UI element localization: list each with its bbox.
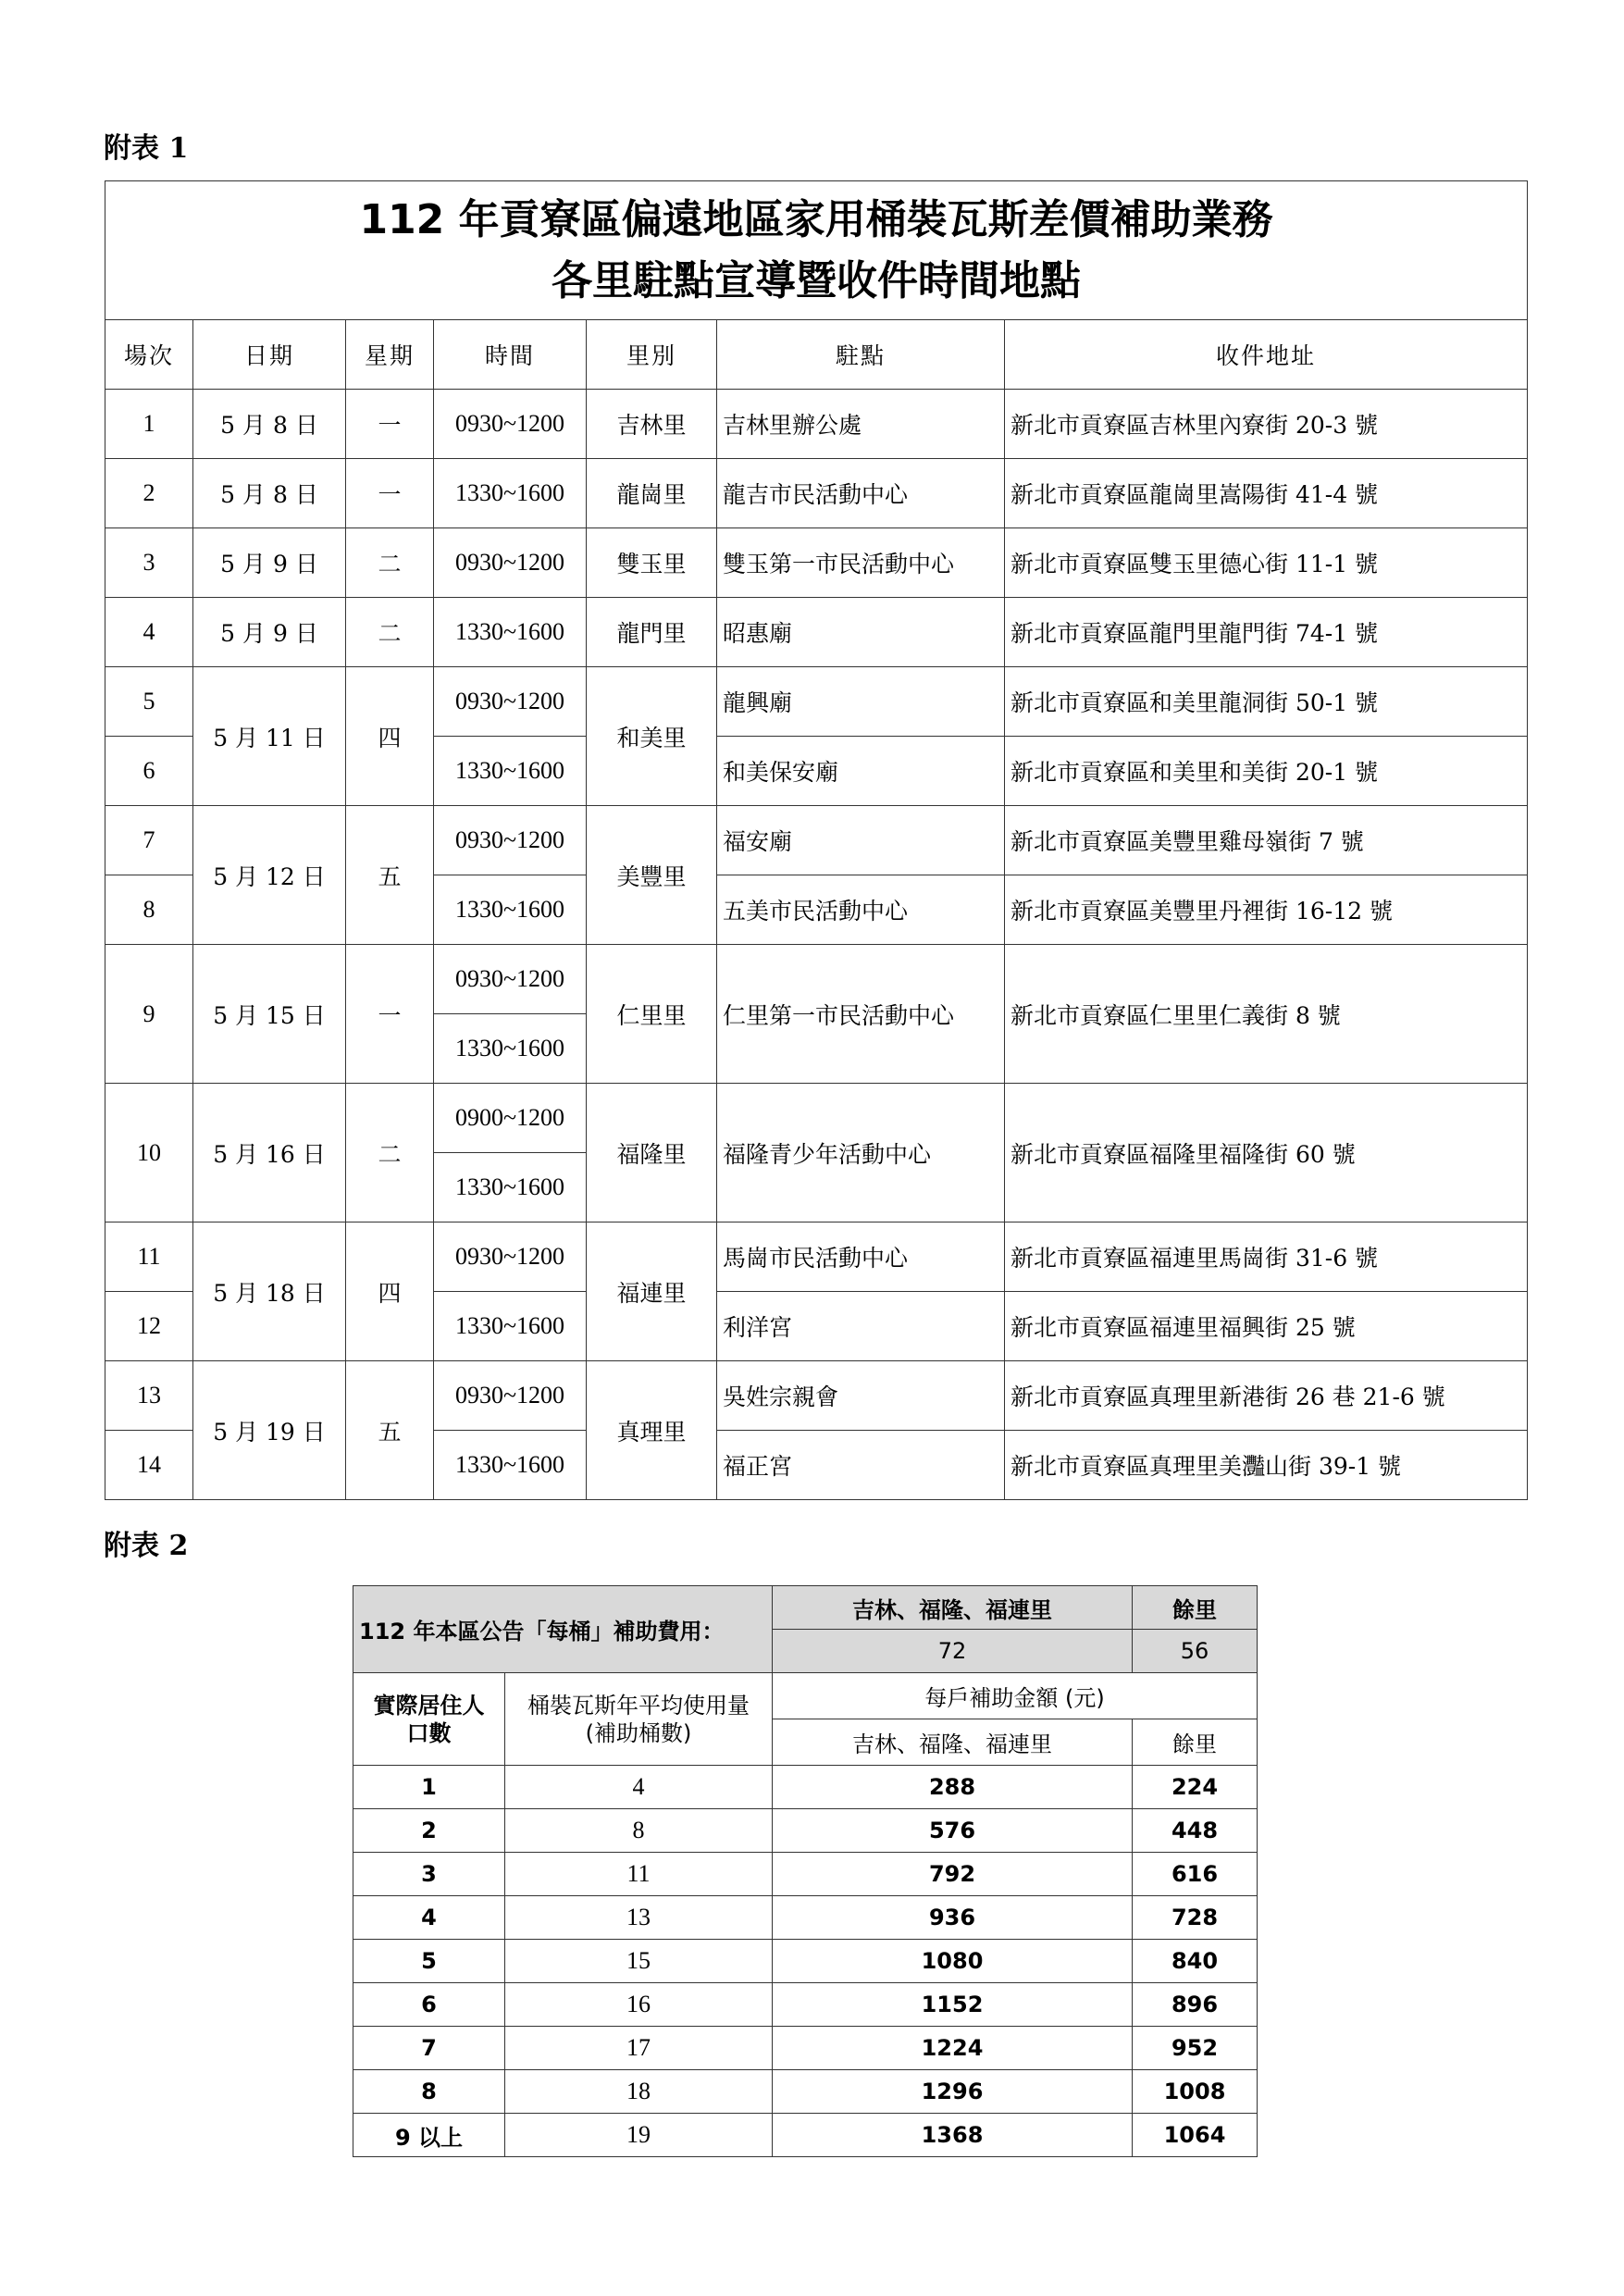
time-cell: 0930~1200 bbox=[434, 1222, 587, 1292]
session-cell: 12 bbox=[105, 1292, 193, 1361]
group-a-subheader: 吉林、福隆、福連里 bbox=[773, 1719, 1133, 1766]
address-cell: 新北市貢寮區和美里龍洞街 50-1 號 bbox=[1005, 667, 1528, 737]
station-cell: 吉林里辦公處 bbox=[717, 390, 1005, 459]
group-b-header: 餘里 bbox=[1133, 1586, 1258, 1630]
station-cell: 利洋宮 bbox=[717, 1292, 1005, 1361]
address-cell: 新北市貢寮區福連里馬崗街 31-6 號 bbox=[1005, 1222, 1528, 1292]
weekday-cell: 一 bbox=[346, 945, 434, 1084]
table-row bbox=[105, 459, 1528, 528]
population-header: 實際居住人口數 bbox=[353, 1673, 505, 1766]
village-cell: 龍崗里 bbox=[587, 459, 717, 528]
time-cell: 1330~1600 bbox=[434, 1153, 587, 1222]
weekday-cell: 二 bbox=[346, 1084, 434, 1222]
weekday-cell: 一 bbox=[346, 459, 434, 528]
session-cell: 7 bbox=[105, 806, 193, 875]
amount-b-cell: 616 bbox=[1133, 1853, 1258, 1896]
table-row bbox=[105, 945, 1528, 1014]
header-address: 收件地址 bbox=[1005, 320, 1528, 390]
column-header-row bbox=[353, 1673, 1258, 1719]
table-title-row bbox=[105, 181, 1528, 320]
table-row bbox=[105, 1222, 1528, 1292]
time-cell: 1330~1600 bbox=[434, 1431, 587, 1500]
session-cell: 10 bbox=[105, 1084, 193, 1222]
amount-b-cell: 224 bbox=[1133, 1766, 1258, 1809]
table-row bbox=[105, 390, 1528, 459]
village-cell: 龍門里 bbox=[587, 598, 717, 667]
session-cell: 8 bbox=[105, 875, 193, 945]
amount-b-cell: 448 bbox=[1133, 1809, 1258, 1853]
session-cell: 4 bbox=[105, 598, 193, 667]
village-cell: 吉林里 bbox=[587, 390, 717, 459]
population-cell: 6 bbox=[353, 1983, 505, 2027]
address-cell: 新北市貢寮區和美里和美街 20-1 號 bbox=[1005, 737, 1528, 806]
amount-a-cell: 792 bbox=[773, 1853, 1133, 1896]
time-cell: 1330~1600 bbox=[434, 459, 587, 528]
date-cell: 5 月 8 日 bbox=[193, 459, 346, 528]
date-cell: 5 月 19 日 bbox=[193, 1361, 346, 1500]
schedule-table bbox=[105, 180, 1528, 1500]
amount-a-cell: 936 bbox=[773, 1896, 1133, 1940]
time-cell: 1330~1600 bbox=[434, 598, 587, 667]
station-cell: 福正宮 bbox=[717, 1431, 1005, 1500]
address-cell: 新北市貢寮區福連里福興街 25 號 bbox=[1005, 1292, 1528, 1361]
group-a-header: 吉林、福隆、福連里 bbox=[773, 1586, 1133, 1630]
station-cell: 龍吉市民活動中心 bbox=[717, 459, 1005, 528]
address-cell: 新北市貢寮區福隆里福隆街 60 號 bbox=[1005, 1084, 1528, 1222]
usage-cell: 4 bbox=[505, 1766, 773, 1809]
address-cell: 新北市貢寮區龍門里龍門街 74-1 號 bbox=[1005, 598, 1528, 667]
header-weekday: 星期 bbox=[346, 320, 434, 390]
usage-cell: 13 bbox=[505, 1896, 773, 1940]
population-cell: 8 bbox=[353, 2070, 505, 2114]
weekday-cell: 一 bbox=[346, 390, 434, 459]
amount-b-cell: 1064 bbox=[1133, 2114, 1258, 2157]
table-row bbox=[105, 1084, 1528, 1153]
station-cell: 和美保安廟 bbox=[717, 737, 1005, 806]
session-cell: 1 bbox=[105, 390, 193, 459]
village-cell: 真理里 bbox=[587, 1361, 717, 1500]
amount-a-cell: 1296 bbox=[773, 2070, 1133, 2114]
amount-a-cell: 288 bbox=[773, 1766, 1133, 1809]
table-row bbox=[353, 1896, 1258, 1940]
table1-label: 附表 1 bbox=[104, 132, 189, 165]
usage-header: 桶裝瓦斯年平均使用量(補助桶數) bbox=[505, 1673, 773, 1766]
date-cell: 5 月 8 日 bbox=[193, 390, 346, 459]
population-cell: 7 bbox=[353, 2027, 505, 2070]
time-cell: 0930~1200 bbox=[434, 390, 587, 459]
station-cell: 馬崗市民活動中心 bbox=[717, 1222, 1005, 1292]
group-header-row bbox=[353, 1586, 1258, 1630]
usage-cell: 15 bbox=[505, 1940, 773, 1983]
usage-cell: 19 bbox=[505, 2114, 773, 2157]
station-cell: 吳姓宗親會 bbox=[717, 1361, 1005, 1431]
usage-cell: 16 bbox=[505, 1983, 773, 2027]
date-cell: 5 月 9 日 bbox=[193, 528, 346, 598]
date-cell: 5 月 11 日 bbox=[193, 667, 346, 806]
amount-b-cell: 728 bbox=[1133, 1896, 1258, 1940]
weekday-cell: 五 bbox=[346, 1361, 434, 1500]
amount-a-cell: 1224 bbox=[773, 2027, 1133, 2070]
address-cell: 新北市貢寮區美豐里雞母嶺街 7 號 bbox=[1005, 806, 1528, 875]
usage-cell: 11 bbox=[505, 1853, 773, 1896]
address-cell: 新北市貢寮區真理里新港街 26 巷 21-6 號 bbox=[1005, 1361, 1528, 1431]
session-cell: 3 bbox=[105, 528, 193, 598]
population-cell: 3 bbox=[353, 1853, 505, 1896]
table-row bbox=[105, 1361, 1528, 1431]
time-cell: 0930~1200 bbox=[434, 806, 587, 875]
table-row bbox=[353, 1809, 1258, 1853]
amount-a-cell: 576 bbox=[773, 1809, 1133, 1853]
date-cell: 5 月 12 日 bbox=[193, 806, 346, 945]
time-cell: 0930~1200 bbox=[434, 945, 587, 1014]
header-station: 駐點 bbox=[717, 320, 1005, 390]
amount-b-cell: 1008 bbox=[1133, 2070, 1258, 2114]
village-cell: 福連里 bbox=[587, 1222, 717, 1361]
table-title: 112 年貢寮區偏遠地區家用桶裝瓦斯差價補助業務 各里駐點宣導暨收件時間地點 bbox=[105, 181, 1528, 320]
table-row bbox=[105, 667, 1528, 737]
amount-a-cell: 1152 bbox=[773, 1983, 1133, 2027]
header-time: 時間 bbox=[434, 320, 587, 390]
population-cell: 1 bbox=[353, 1766, 505, 1809]
header-date: 日期 bbox=[193, 320, 346, 390]
session-cell: 14 bbox=[105, 1431, 193, 1500]
date-cell: 5 月 18 日 bbox=[193, 1222, 346, 1361]
time-cell: 1330~1600 bbox=[434, 737, 587, 806]
amount-header: 每戶補助金額 (元) bbox=[773, 1673, 1258, 1719]
session-cell: 9 bbox=[105, 945, 193, 1084]
address-cell: 新北市貢寮區美豐里丹裡街 16-12 號 bbox=[1005, 875, 1528, 945]
table-row bbox=[353, 2027, 1258, 2070]
session-cell: 5 bbox=[105, 667, 193, 737]
time-cell: 0900~1200 bbox=[434, 1084, 587, 1153]
time-cell: 1330~1600 bbox=[434, 1292, 587, 1361]
table-row bbox=[353, 2114, 1258, 2157]
time-cell: 0930~1200 bbox=[434, 528, 587, 598]
village-cell: 福隆里 bbox=[587, 1084, 717, 1222]
table-row bbox=[105, 806, 1528, 875]
table-header-row bbox=[105, 320, 1528, 390]
date-cell: 5 月 9 日 bbox=[193, 598, 346, 667]
address-cell: 新北市貢寮區仁里里仁義街 8 號 bbox=[1005, 945, 1528, 1084]
table-row bbox=[353, 1983, 1258, 2027]
village-cell: 仁里里 bbox=[587, 945, 717, 1084]
weekday-cell: 四 bbox=[346, 667, 434, 806]
amount-b-cell: 896 bbox=[1133, 1983, 1258, 2027]
weekday-cell: 五 bbox=[346, 806, 434, 945]
rate-b: 56 bbox=[1133, 1630, 1258, 1673]
usage-cell: 8 bbox=[505, 1809, 773, 1853]
population-cell: 4 bbox=[353, 1896, 505, 1940]
table-row bbox=[353, 2070, 1258, 2114]
date-cell: 5 月 16 日 bbox=[193, 1084, 346, 1222]
station-cell: 福隆青少年活動中心 bbox=[717, 1084, 1005, 1222]
session-cell: 11 bbox=[105, 1222, 193, 1292]
header-session: 場次 bbox=[105, 320, 193, 390]
subsidy-caption: 112 年本區公告「每桶」補助費用： bbox=[353, 1586, 773, 1673]
rate-a: 72 bbox=[773, 1630, 1133, 1673]
time-cell: 1330~1600 bbox=[434, 1014, 587, 1084]
weekday-cell: 二 bbox=[346, 598, 434, 667]
station-cell: 福安廟 bbox=[717, 806, 1005, 875]
time-cell: 0930~1200 bbox=[434, 667, 587, 737]
population-cell: 5 bbox=[353, 1940, 505, 1983]
village-cell: 美豐里 bbox=[587, 806, 717, 945]
address-cell: 新北市貢寮區真理里美灩山街 39-1 號 bbox=[1005, 1431, 1528, 1500]
population-cell: 2 bbox=[353, 1809, 505, 1853]
group-b-subheader: 餘里 bbox=[1133, 1719, 1258, 1766]
subsidy-table bbox=[353, 1585, 1258, 2157]
usage-cell: 17 bbox=[505, 2027, 773, 2070]
usage-cell: 18 bbox=[505, 2070, 773, 2114]
address-cell: 新北市貢寮區雙玉里德心街 11-1 號 bbox=[1005, 528, 1528, 598]
table-row bbox=[353, 1853, 1258, 1896]
session-cell: 6 bbox=[105, 737, 193, 806]
table-row bbox=[353, 1766, 1258, 1809]
station-cell: 昭惠廟 bbox=[717, 598, 1005, 667]
table2-label: 附表 2 bbox=[104, 1530, 189, 1562]
amount-b-cell: 840 bbox=[1133, 1940, 1258, 1983]
table-row bbox=[353, 1940, 1258, 1983]
date-cell: 5 月 15 日 bbox=[193, 945, 346, 1084]
time-cell: 0930~1200 bbox=[434, 1361, 587, 1431]
station-cell: 雙玉第一市民活動中心 bbox=[717, 528, 1005, 598]
village-cell: 和美里 bbox=[587, 667, 717, 806]
population-cell: 9 以上 bbox=[353, 2114, 505, 2157]
table-row bbox=[105, 528, 1528, 598]
station-cell: 龍興廟 bbox=[717, 667, 1005, 737]
address-cell: 新北市貢寮區吉林里內寮街 20-3 號 bbox=[1005, 390, 1528, 459]
header-village: 里別 bbox=[587, 320, 717, 390]
table-row bbox=[105, 598, 1528, 667]
weekday-cell: 二 bbox=[346, 528, 434, 598]
session-cell: 13 bbox=[105, 1361, 193, 1431]
weekday-cell: 四 bbox=[346, 1222, 434, 1361]
amount-a-cell: 1368 bbox=[773, 2114, 1133, 2157]
station-cell: 仁里第一市民活動中心 bbox=[717, 945, 1005, 1084]
amount-a-cell: 1080 bbox=[773, 1940, 1133, 1983]
address-cell: 新北市貢寮區龍崗里嵩陽街 41-4 號 bbox=[1005, 459, 1528, 528]
time-cell: 1330~1600 bbox=[434, 875, 587, 945]
station-cell: 五美市民活動中心 bbox=[717, 875, 1005, 945]
amount-b-cell: 952 bbox=[1133, 2027, 1258, 2070]
session-cell: 2 bbox=[105, 459, 193, 528]
village-cell: 雙玉里 bbox=[587, 528, 717, 598]
